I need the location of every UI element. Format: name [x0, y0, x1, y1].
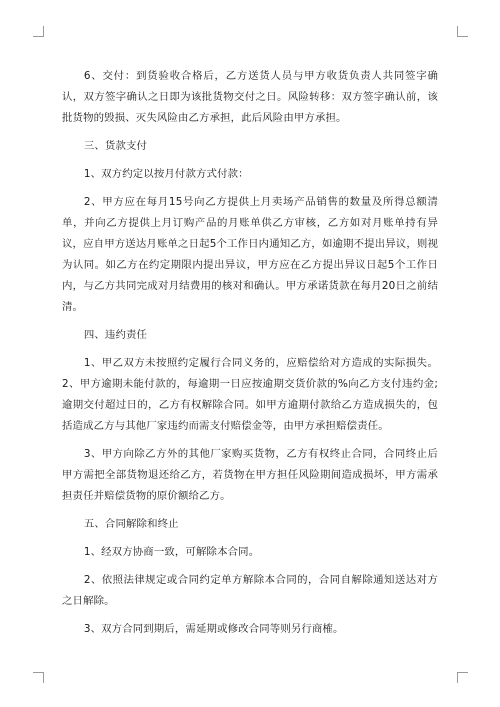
document-body — [62, 66, 438, 647]
clause-mutual-termination: 1、经双方协商一致，可解除本合同。 — [83, 546, 260, 558]
section-heading-termination: 五、合同解除和终止 — [83, 518, 179, 530]
clause-payment-method: 1、双方约定以按月付款方式付款： — [83, 168, 249, 180]
section-heading-liability: 四、违约责任 — [83, 329, 148, 341]
clause-delivery: 6、交付：到货验收合格后，乙方送货人员与甲方收货负责人共同签字确认，双方签字确认之日即为该批货物交付之日。风险转移：双方签字确认前，该批货物的毁损、灭失风险由乙方承担，此后风险由甲方承担。 — [62, 70, 438, 124]
clause-breach: 1、甲乙双方未按照约定履行合同义务的，应赔偿给对方造成的实际损失。2、甲方逾期未能付款的，每逾期一日应按逾期交货价款的%向乙方支付违约金;逾期交付超过日的，乙方有权解除合同。如甲方逾期付款给乙方造成损失的，包括造成乙方与其他厂家违约而需支付赔偿金等，由甲方承担赔偿责任。 — [62, 357, 438, 432]
crop-mark-bottom-right — [457, 672, 468, 683]
clause-third-party-purchase: 3、甲方向除乙方外的其他厂家购买货物，乙方有权终止合同，合同终止后甲方需把全部货物退还给乙方，若货物在甲方担任风险期间造成损坏，甲方需承担责任并赔偿货物的原价额给乙方。 — [62, 448, 438, 502]
crop-mark-top-left — [33, 26, 44, 37]
crop-mark-bottom-left — [33, 672, 44, 683]
clause-unilateral-termination: 2、依照法律规定或合同约定单方解除本合同的，合同自解除通知送达对方之日解除。 — [62, 574, 438, 607]
clause-expiry: 3、双方合同到期后，需延期或修改合同等则另行商榷。 — [83, 623, 344, 635]
crop-mark-top-right — [457, 26, 468, 37]
section-heading-payment: 三、货款支付 — [83, 140, 148, 152]
clause-monthly-statement: 2、甲方应在每月15号向乙方提供上月卖场产品销售的数量及所得总额清单，并向乙方提供上月订购产品的月账单供乙方审核，乙方如对月账单持有异议，应自甲方送达月账单之日起5个工作日内通知乙方，如逾期不提出异议，则视为认同。如乙方在约定期限内提出异议，甲方应在乙方提出异议日起5个工作日内，与乙方共同完成对月结费用的核对和确认。甲方承诺货款在每月20日之前结清。 — [62, 196, 438, 313]
